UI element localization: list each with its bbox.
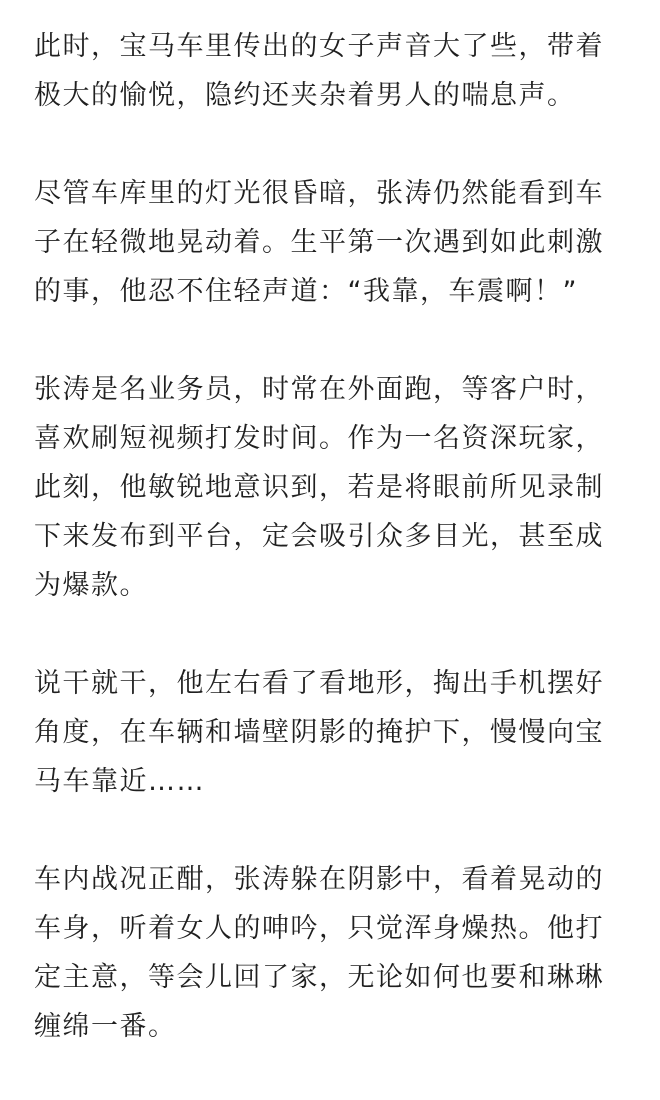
paragraph-line: 极大的愉悦，隐约还夹杂着男人的喘息声。 <box>34 80 576 111</box>
paragraph-line: 此刻，他敏锐地意识到，若是将眼前所见录制 <box>34 472 604 503</box>
paragraph-line: 定主意，等会儿回了家，无论如何也要和琳琳 <box>34 962 604 993</box>
paragraph-line: 车内战况正酣，张涛躲在阴影中，看着晃动的 <box>34 864 604 895</box>
paragraph-line: 子在轻微地晃动着。生平第一次遇到如此刺激 <box>34 227 604 258</box>
paragraph-line: 马车靠近…… <box>34 766 205 797</box>
paragraph-line: 张涛是名业务员，时常在外面跑，等客户时， <box>34 374 604 405</box>
paragraph-4 <box>34 659 634 806</box>
paragraph-1 <box>34 22 634 120</box>
paragraph-line: 的事，他忍不住轻声道：“我靠，车震啊！” <box>34 276 578 307</box>
paragraph-line: 喜欢刷短视频打发时间。作为一名资深玩家， <box>34 423 604 454</box>
paragraph-line: 此时，宝马车里传出的女子声音大了些，带着 <box>34 31 604 62</box>
article-body <box>34 22 634 1100</box>
paragraph-line: 车身，听着女人的呻吟，只觉浑身燥热。他打 <box>34 913 604 944</box>
paragraph-2 <box>34 169 634 316</box>
paragraph-line: 缠绵一番。 <box>34 1011 177 1042</box>
paragraph-5 <box>34 855 634 1051</box>
paragraph-line: 角度，在车辆和墙壁阴影的掩护下，慢慢向宝 <box>34 717 604 748</box>
paragraph-3 <box>34 365 634 610</box>
paragraph-line: 尽管车库里的灯光很昏暗，张涛仍然能看到车 <box>34 178 604 209</box>
paragraph-line: 说干就干，他左右看了看地形，掏出手机摆好 <box>34 668 604 699</box>
paragraph-line: 下来发布到平台，定会吸引众多目光，甚至成 <box>34 521 604 552</box>
paragraph-line: 为爆款。 <box>34 570 148 601</box>
